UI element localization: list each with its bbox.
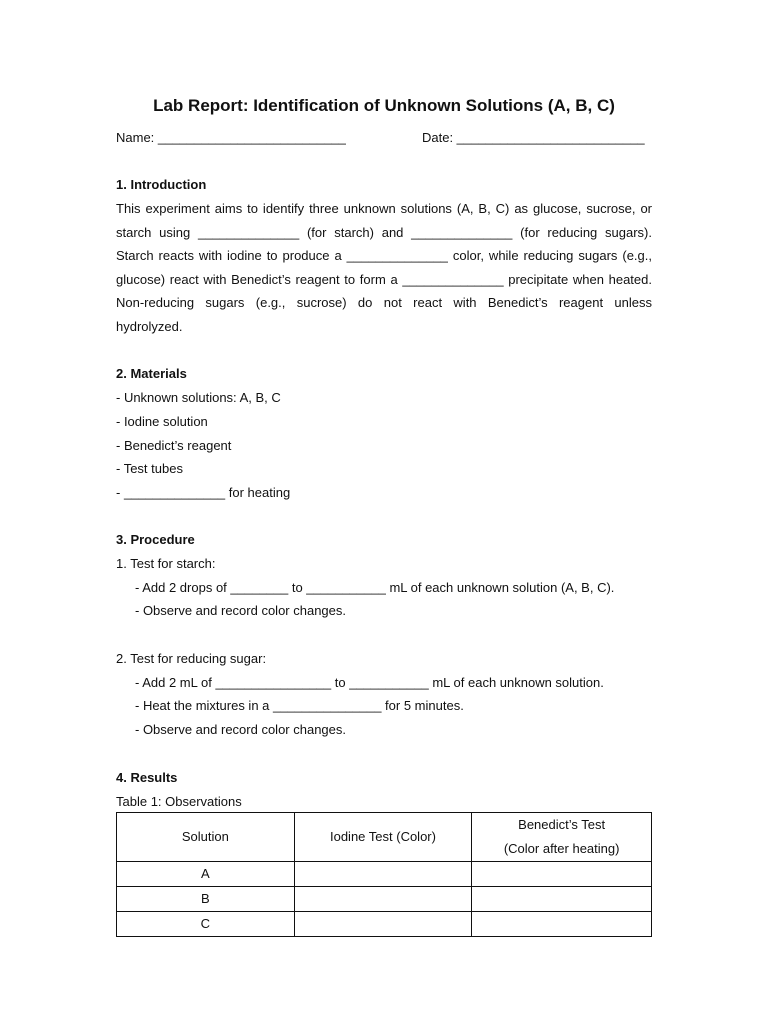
materials-heading: 2. Materials <box>116 366 187 381</box>
iodine-result-cell[interactable] <box>294 887 472 912</box>
materials-item: - Iodine solution <box>116 414 208 429</box>
procedure-step: - Add 2 drops of ________ to ___________ mL of each unknown solution (A, B, C). <box>135 580 615 595</box>
column-header-solution: Solution <box>117 813 295 862</box>
observations-table <box>116 812 652 937</box>
column-header-iodine: Iodine Test (Color) <box>294 813 472 862</box>
table-row <box>117 912 652 937</box>
materials-item: - Test tubes <box>116 461 183 476</box>
iodine-result-cell[interactable] <box>294 912 472 937</box>
introduction-line: Starch reacts with iodine to produce a ______________ color, while reducing sugars (e.g., <box>116 248 652 263</box>
procedure-step: - Observe and record color changes. <box>135 722 346 737</box>
results-heading: 4. Results <box>116 770 178 785</box>
starch-test-title: 1. Test for starch: <box>116 556 216 571</box>
procedure-step: - Observe and record color changes. <box>135 603 346 618</box>
column-header-benedicts-subtitle: (Color after heating) <box>503 841 620 856</box>
benedicts-result-cell[interactable] <box>472 887 652 912</box>
solution-cell: B <box>117 887 295 912</box>
introduction-line: hydrolyzed. <box>116 319 183 334</box>
solution-cell: C <box>117 912 295 937</box>
introduction-line: starch using ______________ (for starch) and ______________ (for reducing sugars). <box>116 225 652 240</box>
materials-item: - Unknown solutions: A, B, C <box>116 390 281 405</box>
benedicts-result-cell[interactable] <box>472 862 652 887</box>
introduction-line: Non-reducing sugars (e.g., sucrose) do not react with Benedict’s reagent unless <box>116 295 652 310</box>
table-header-row <box>117 813 652 862</box>
procedure-step: - Add 2 mL of ________________ to ___________ mL of each unknown solution. <box>135 675 604 690</box>
introduction-line: This experiment aims to identify three unknown solutions (A, B, C) as glucose, sucrose, or <box>116 201 652 216</box>
procedure-step: - Heat the mixtures in a _______________ for 5 minutes. <box>135 698 464 713</box>
introduction-line: glucose) react with Benedict’s reagent to form a ______________ precipitate when heated. <box>116 272 652 287</box>
benedicts-result-cell[interactable] <box>472 912 652 937</box>
solution-cell: A <box>117 862 295 887</box>
procedure-heading: 3. Procedure <box>116 532 195 547</box>
iodine-result-cell[interactable] <box>294 862 472 887</box>
date-field: Date: __________________________ <box>422 130 645 145</box>
name-field: Name: __________________________ <box>116 130 346 145</box>
table-row <box>117 887 652 912</box>
introduction-heading: 1. Introduction <box>116 177 207 192</box>
page-title: Lab Report: Identification of Unknown Solutions (A, B, C) <box>153 96 615 115</box>
sugar-test-title: 2. Test for reducing sugar: <box>116 651 267 666</box>
column-header-benedicts <box>472 813 652 862</box>
materials-item: - Benedict’s reagent <box>116 438 232 453</box>
table-row <box>117 862 652 887</box>
materials-item: - ______________ for heating <box>116 485 291 500</box>
table-caption: Table 1: Observations <box>116 794 242 809</box>
column-header-benedicts-title: Benedict’s Test <box>518 817 606 832</box>
